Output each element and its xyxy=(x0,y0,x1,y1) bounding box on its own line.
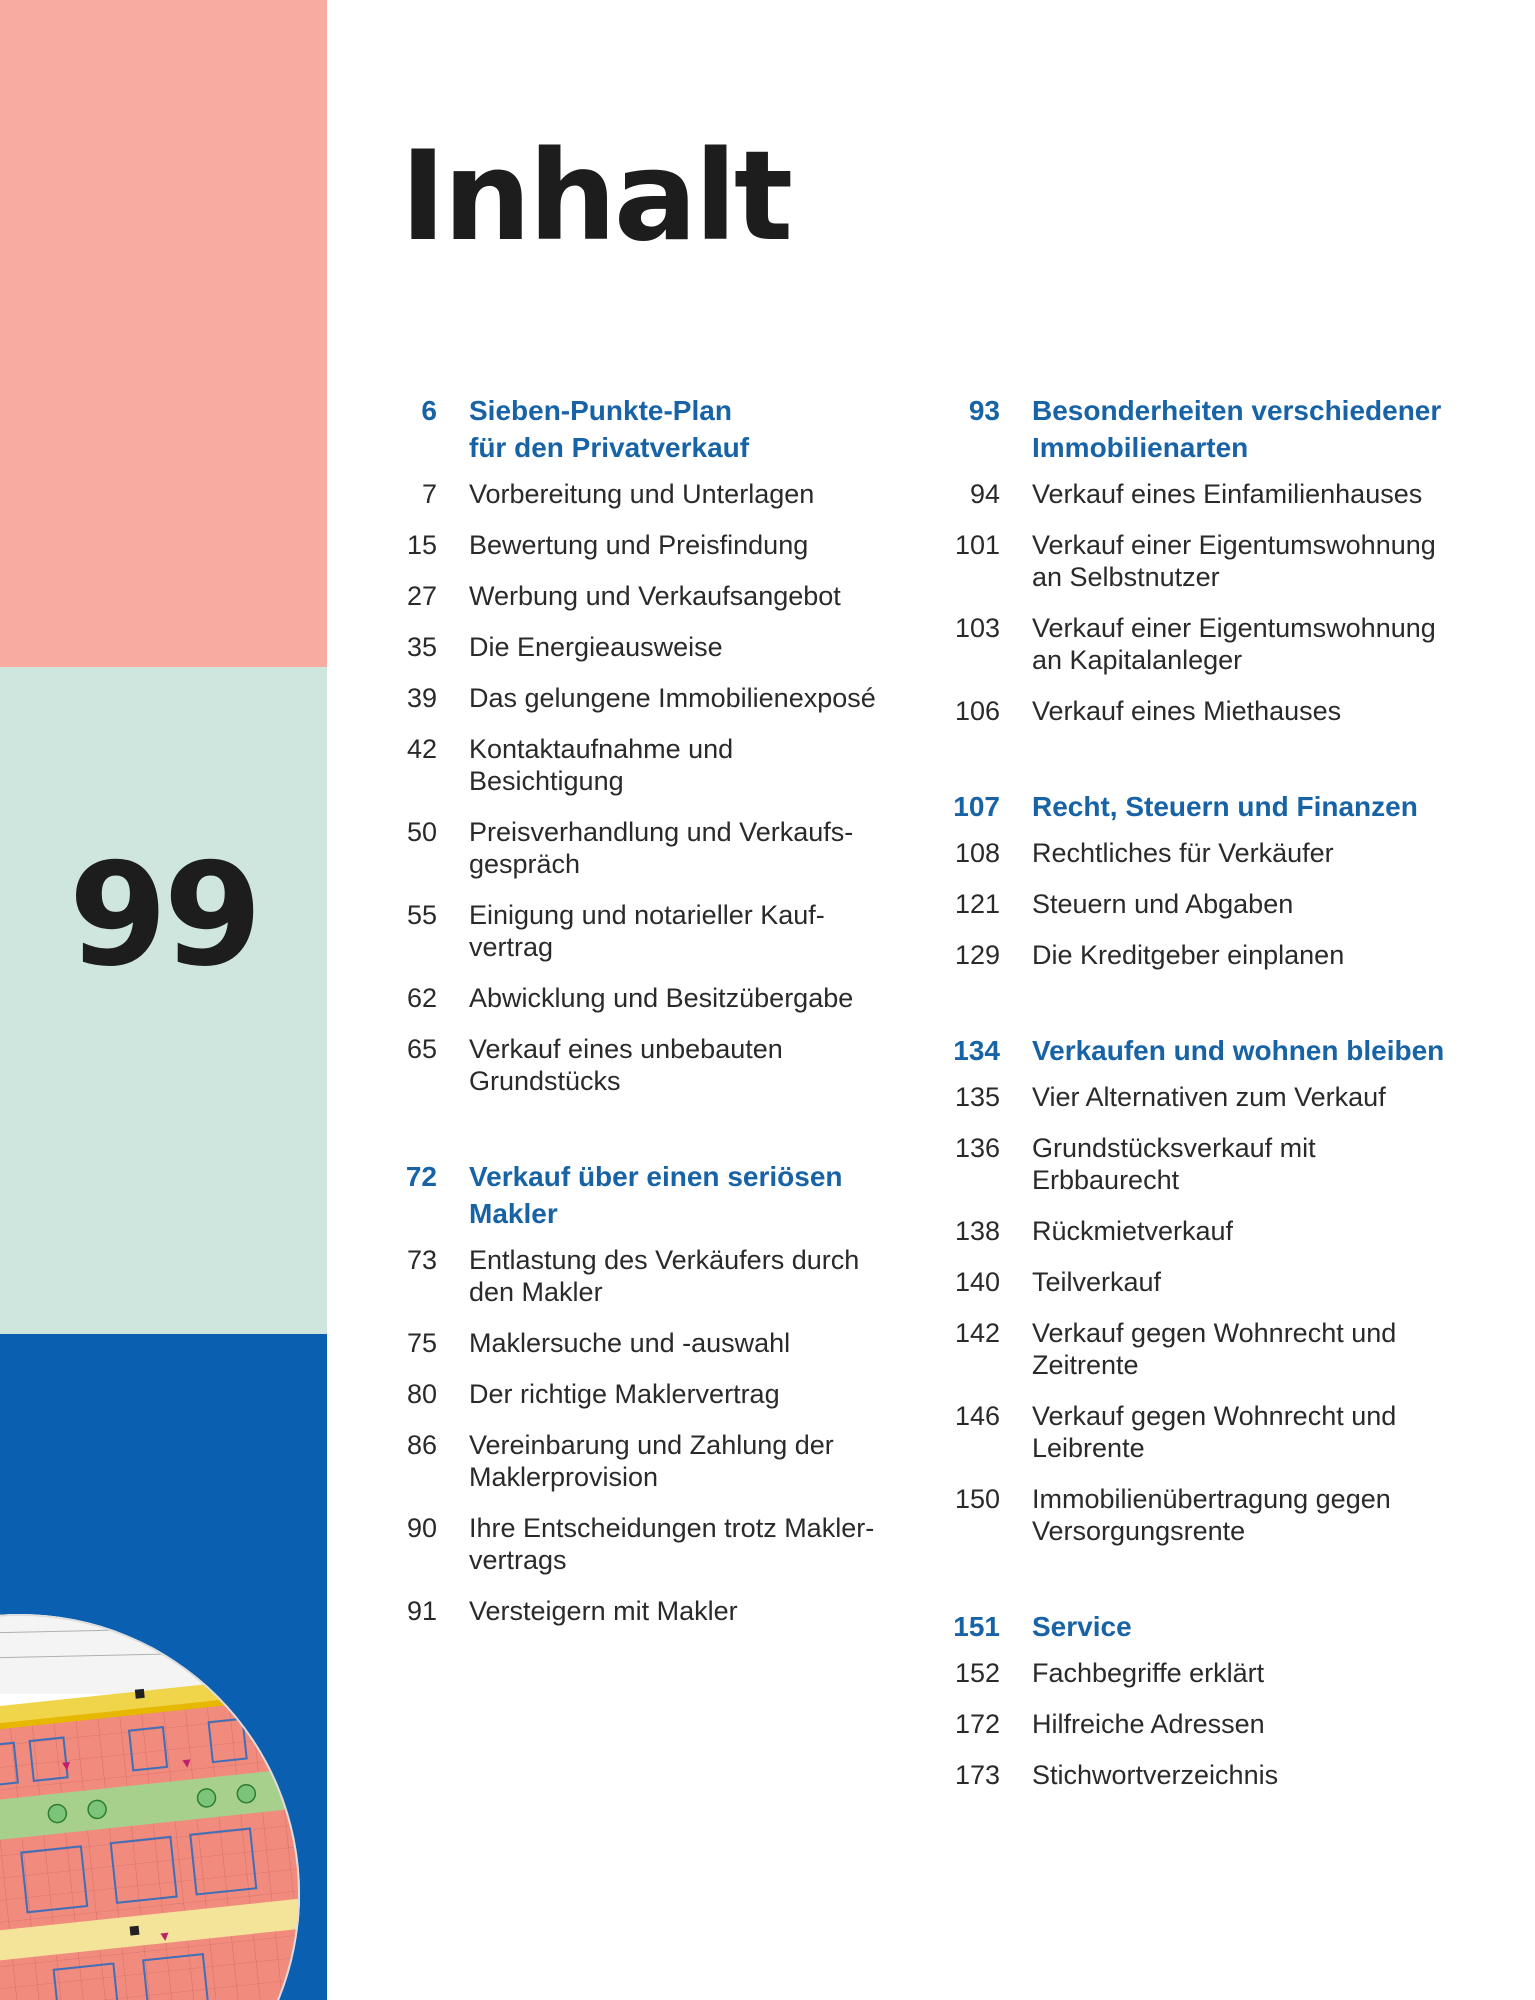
section-title: Besonderheiten verschiedener Immobilienarten xyxy=(1032,395,1442,463)
toc-entry[interactable] xyxy=(385,478,905,510)
toc-section-heading[interactable] xyxy=(948,1608,1468,1645)
toc-entry[interactable] xyxy=(948,939,1468,971)
entry-title: Abwicklung und Besitzübergabe xyxy=(469,983,854,1013)
entry-page-number: 108 xyxy=(954,838,1000,868)
toc-entry[interactable] xyxy=(385,1512,905,1576)
section-title: Service xyxy=(1032,1611,1132,1642)
entry-title: Verkauf gegen Wohnrecht und Leibrente xyxy=(1032,1401,1397,1463)
entry-title: Rückmietverkauf xyxy=(1032,1216,1234,1246)
entry-page-number: 7 xyxy=(421,479,437,509)
toc-entry[interactable] xyxy=(948,888,1468,920)
section-title: Sieben-Punkte-Plan für den Privatverkauf xyxy=(469,395,750,463)
toc-entry[interactable] xyxy=(948,1215,1468,1247)
toc-entry[interactable] xyxy=(385,1595,905,1627)
entry-page-number: 90 xyxy=(406,1513,437,1543)
entry-title: Verkauf einer Eigentumswohnung an Selbstnutzer xyxy=(1032,530,1436,592)
entry-title: Vereinbarung und Zahlung der Maklerprovision xyxy=(469,1430,834,1492)
entry-page-number: 80 xyxy=(406,1379,437,1409)
toc-entry[interactable] xyxy=(948,1759,1468,1791)
toc-section xyxy=(948,788,1468,971)
entry-title: Fachbegriffe erklärt xyxy=(1032,1658,1265,1688)
entry-page-number: 140 xyxy=(954,1267,1000,1297)
toc-entry[interactable] xyxy=(948,529,1468,593)
entry-page-number: 172 xyxy=(954,1709,1000,1739)
toc-section xyxy=(948,1608,1468,1791)
entry-title: Die Energieausweise xyxy=(469,632,723,662)
entry-page-number: 62 xyxy=(406,983,437,1013)
toc-entry[interactable] xyxy=(948,1400,1468,1464)
entry-page-number: 50 xyxy=(406,817,437,847)
entry-title: Versteigern mit Makler xyxy=(469,1596,738,1626)
entry-title: Entlastung des Verkäufers durch den Makler xyxy=(469,1245,860,1307)
entry-title: Das gelungene Immobilienexposé xyxy=(469,683,876,713)
entry-title: Immobilienübertragung gegen Versorgungsrente xyxy=(1032,1484,1391,1546)
entry-page-number: 35 xyxy=(406,632,437,662)
entry-page-number: 173 xyxy=(954,1760,1000,1790)
toc-entry[interactable] xyxy=(948,1081,1468,1113)
entry-page-number: 129 xyxy=(954,940,1000,970)
toc-section-heading[interactable] xyxy=(948,788,1468,825)
toc-entry[interactable] xyxy=(948,612,1468,676)
entry-title: Einigung und notarieller Kauf- vertrag xyxy=(469,900,825,962)
section-title: Verkauf über einen seriösen Makler xyxy=(469,1161,843,1229)
toc-entry[interactable] xyxy=(385,1378,905,1410)
page-title: Inhalt xyxy=(400,125,791,269)
entry-page-number: 27 xyxy=(406,581,437,611)
toc-entry[interactable] xyxy=(385,682,905,714)
toc-entry[interactable] xyxy=(948,478,1468,510)
entry-page-number: 86 xyxy=(406,1430,437,1460)
section-title: Recht, Steuern und Finanzen xyxy=(1032,791,1418,822)
entry-title: Steuern und Abgaben xyxy=(1032,889,1294,919)
toc-entry[interactable] xyxy=(948,1708,1468,1740)
entry-title: Verkauf einer Eigentumswohnung an Kapitalanleger xyxy=(1032,613,1436,675)
entry-page-number: 75 xyxy=(406,1328,437,1358)
entry-page-number: 103 xyxy=(954,613,1000,643)
entry-title: Maklersuche und -auswahl xyxy=(469,1328,791,1358)
entry-title: Kontaktaufnahme und Besichtigung xyxy=(469,734,734,796)
entry-page-number: 15 xyxy=(406,530,437,560)
side-number: 99 xyxy=(68,833,259,998)
entry-title: Werbung und Verkaufsangebot xyxy=(469,581,841,611)
entry-page-number: 65 xyxy=(406,1034,437,1064)
entry-title: Teilverkauf xyxy=(1032,1267,1162,1297)
toc-entry[interactable] xyxy=(385,982,905,1014)
toc-entry[interactable] xyxy=(385,816,905,880)
section-page-number: 134 xyxy=(953,1035,1000,1066)
toc-section xyxy=(948,1032,1468,1547)
entry-page-number: 94 xyxy=(969,479,1000,509)
toc-section xyxy=(948,392,1468,727)
toc-entry[interactable] xyxy=(385,631,905,663)
entry-title: Rechtliches für Verkäufer xyxy=(1032,838,1334,868)
section-page-number: 6 xyxy=(421,395,437,426)
entry-title: Preisverhandlung und Verkaufs- gespräch xyxy=(469,817,854,879)
toc-entry[interactable] xyxy=(385,1244,905,1308)
entry-page-number: 101 xyxy=(954,530,1000,560)
entry-title: Vorbereitung und Unterlagen xyxy=(469,479,815,509)
entry-title: Ihre Entscheidungen trotz Makler- vertrags xyxy=(469,1513,875,1575)
entry-title: Der richtige Maklervertrag xyxy=(469,1379,780,1409)
toc-entry[interactable] xyxy=(948,837,1468,869)
toc-section-heading[interactable] xyxy=(385,1158,905,1232)
entry-title: Verkauf gegen Wohnrecht und Zeitrente xyxy=(1032,1318,1397,1380)
toc-entry[interactable] xyxy=(948,695,1468,727)
entry-title: Bewertung und Preisfindung xyxy=(469,530,809,560)
toc-entry[interactable] xyxy=(385,580,905,612)
mint-color-band xyxy=(0,667,327,1334)
entry-page-number: 106 xyxy=(954,696,1000,726)
toc-entry[interactable] xyxy=(385,1429,905,1493)
color-sidebar xyxy=(0,0,327,2000)
toc-entry[interactable] xyxy=(385,529,905,561)
entry-page-number: 152 xyxy=(954,1658,1000,1688)
entry-page-number: 91 xyxy=(406,1596,437,1626)
section-page-number: 151 xyxy=(953,1611,1000,1642)
toc-section-heading[interactable] xyxy=(948,1032,1468,1069)
entry-page-number: 150 xyxy=(954,1484,1000,1514)
section-title: Verkaufen und wohnen bleiben xyxy=(1032,1035,1445,1066)
section-page-number: 107 xyxy=(953,791,1000,822)
entry-page-number: 136 xyxy=(954,1133,1000,1163)
entry-title: Vier Alternativen zum Verkauf xyxy=(1032,1082,1386,1112)
entry-page-number: 39 xyxy=(406,683,437,713)
pink-color-band xyxy=(0,0,327,667)
toc-entry[interactable] xyxy=(948,1483,1468,1547)
toc-entry[interactable] xyxy=(948,1317,1468,1381)
toc-section-heading[interactable] xyxy=(948,392,1468,466)
toc-entry[interactable] xyxy=(385,733,905,797)
toc-entry[interactable] xyxy=(948,1266,1468,1298)
toc-entry[interactable] xyxy=(948,1657,1468,1689)
toc-section-heading[interactable] xyxy=(385,392,905,466)
blue-color-band xyxy=(0,1334,327,2000)
toc-column-left xyxy=(385,392,905,1646)
toc-section xyxy=(385,392,905,1097)
entry-page-number: 73 xyxy=(406,1245,437,1275)
toc-column-right xyxy=(948,392,1468,1810)
section-page-number: 72 xyxy=(405,1161,437,1192)
entry-page-number: 135 xyxy=(954,1082,1000,1112)
entry-page-number: 121 xyxy=(954,889,1000,919)
entry-title: Stichwortverzeichnis xyxy=(1032,1760,1279,1790)
toc-entry[interactable] xyxy=(385,1033,905,1097)
site-plan-image xyxy=(0,1334,327,2000)
entry-title: Grundstücksverkauf mit Erbbaurecht xyxy=(1032,1133,1316,1195)
entry-title: Hilfreiche Adressen xyxy=(1032,1709,1265,1739)
toc-entry[interactable] xyxy=(385,899,905,963)
entry-page-number: 42 xyxy=(406,734,437,764)
entry-page-number: 55 xyxy=(406,900,437,930)
entry-title: Verkauf eines unbebauten Grundstücks xyxy=(469,1034,783,1096)
entry-page-number: 146 xyxy=(954,1401,1000,1431)
toc-section xyxy=(385,1158,905,1627)
entry-page-number: 138 xyxy=(954,1216,1000,1246)
entry-title: Die Kreditgeber einplanen xyxy=(1032,940,1345,970)
entry-page-number: 142 xyxy=(954,1318,1000,1348)
toc-entry[interactable] xyxy=(948,1132,1468,1196)
entry-title: Verkauf eines Einfamilienhauses xyxy=(1032,479,1423,509)
toc-entry[interactable] xyxy=(385,1327,905,1359)
section-page-number: 93 xyxy=(968,395,1000,426)
entry-title: Verkauf eines Miethauses xyxy=(1032,696,1342,726)
